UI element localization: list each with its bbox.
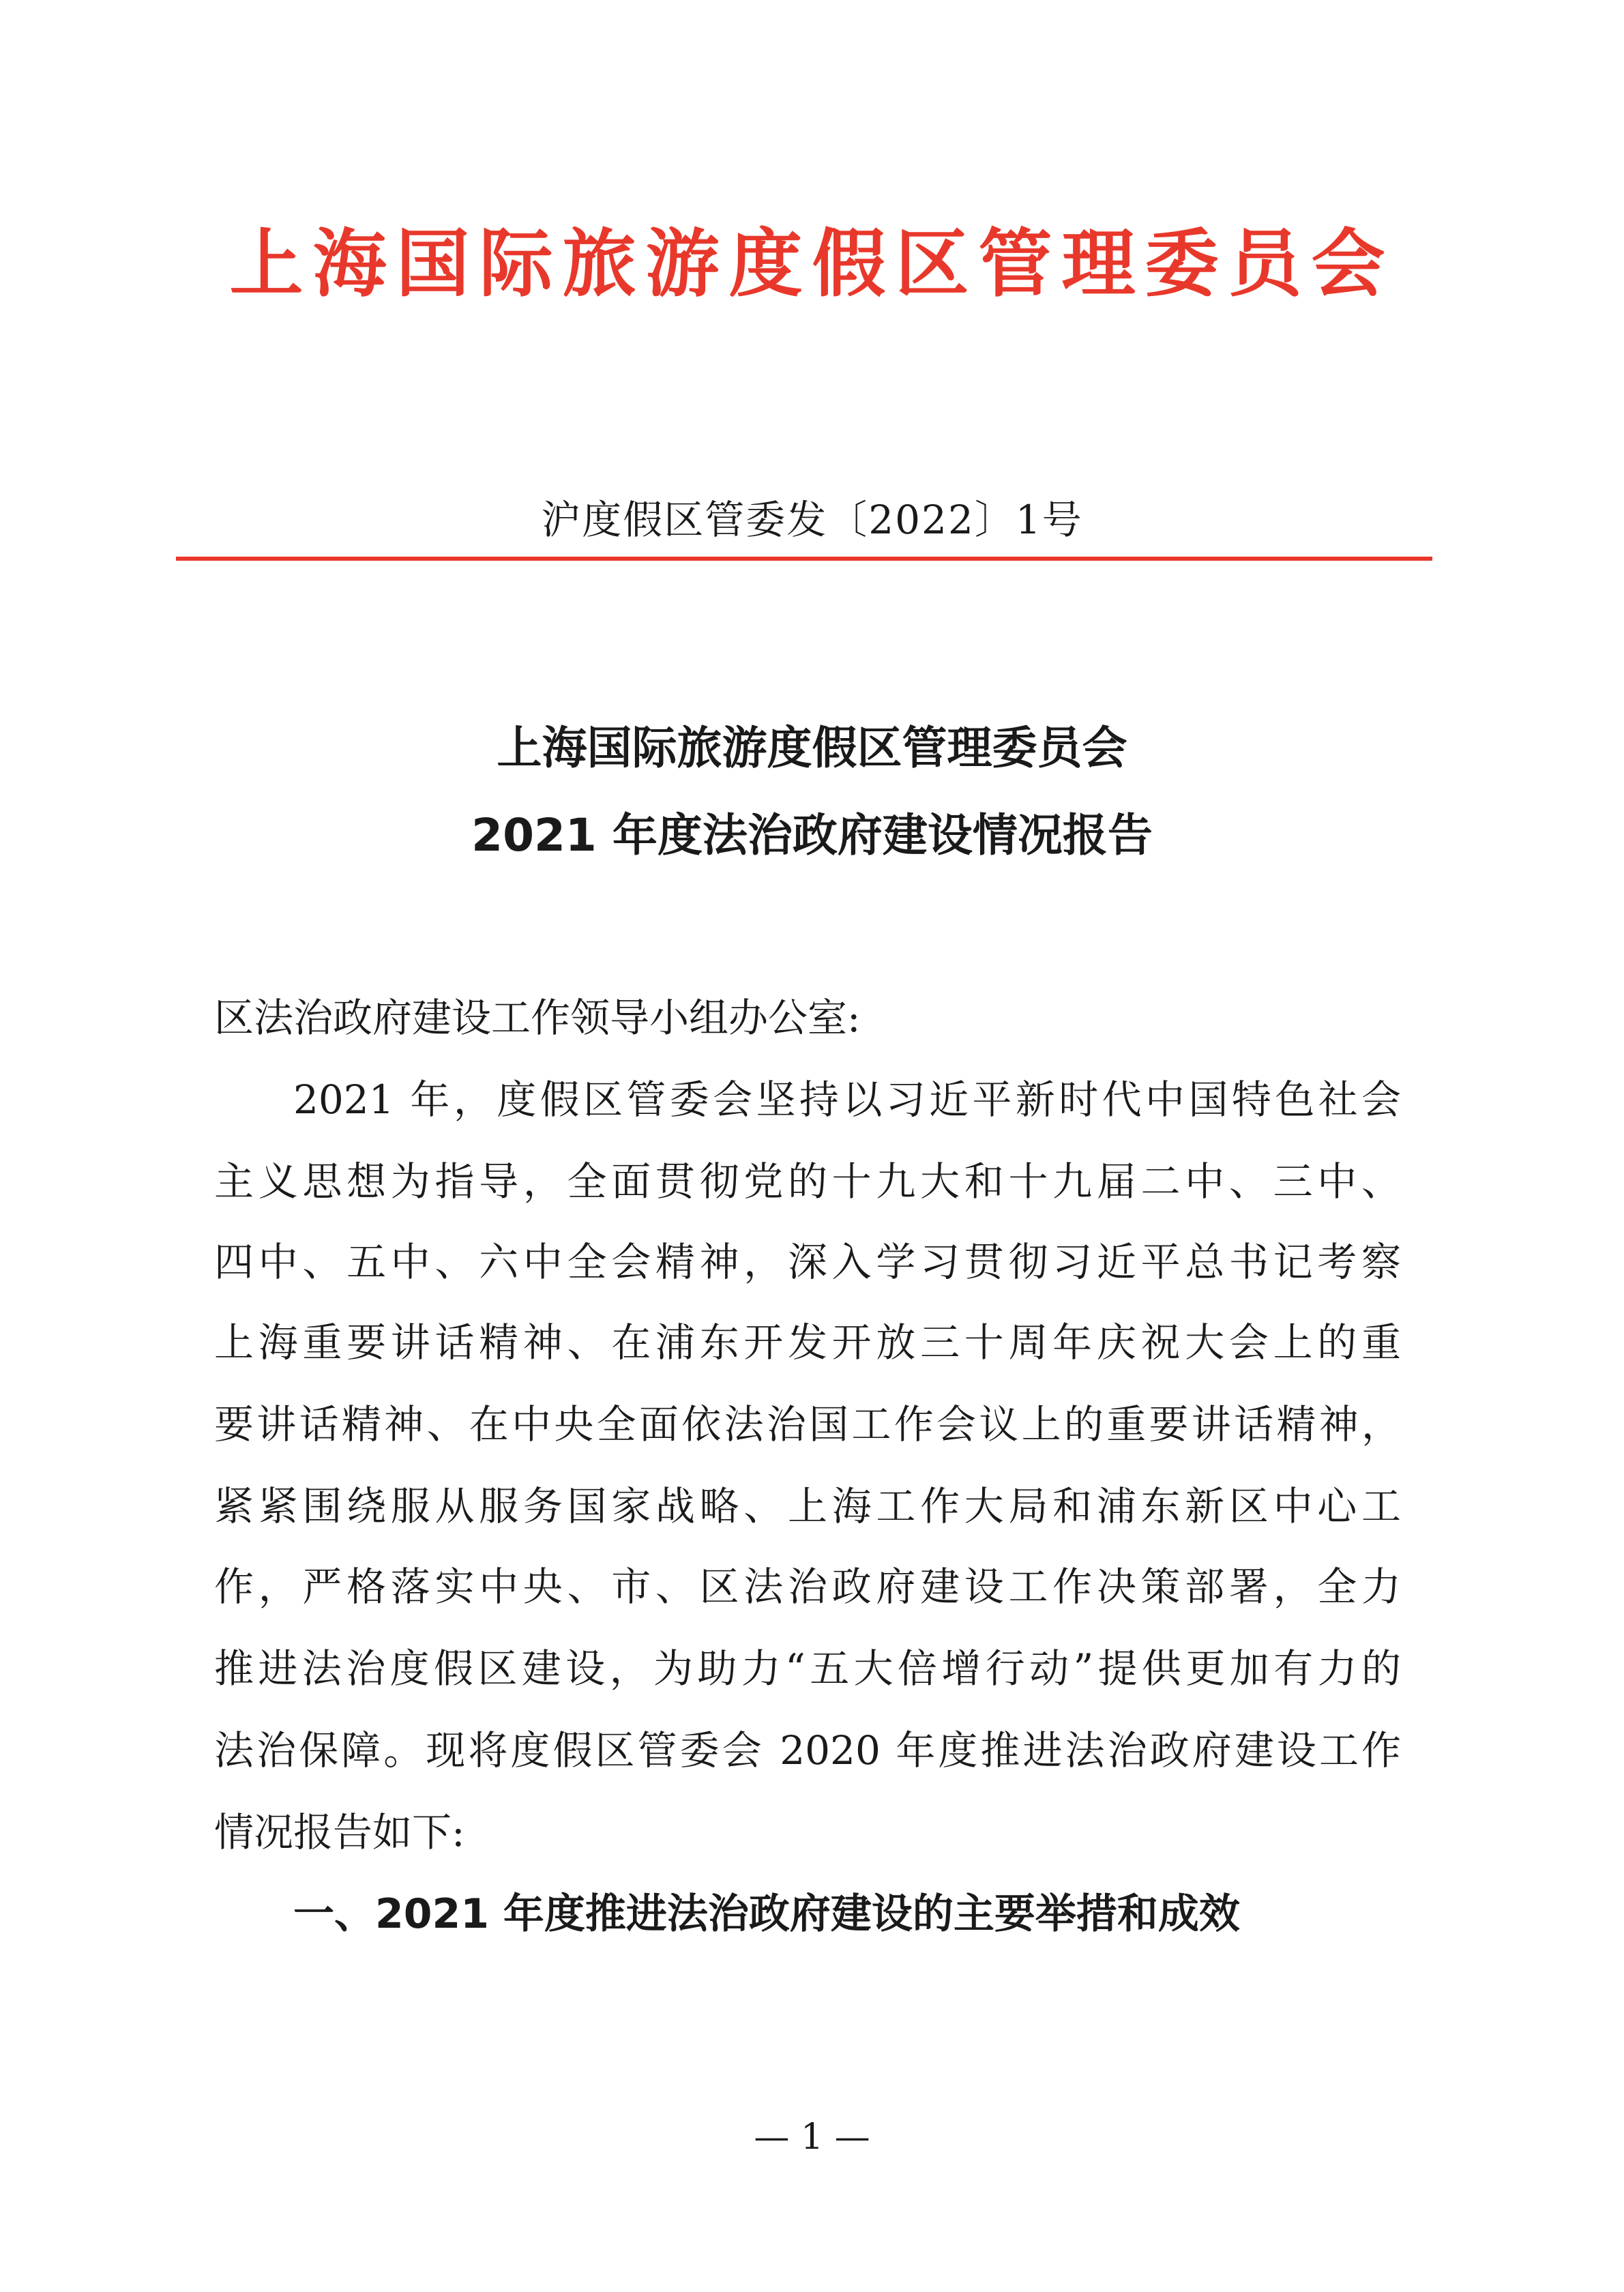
body-line: 上海重要讲话精神、在浦东开发开放三十周年庆祝大会上的重	[214, 1319, 1401, 1366]
body-line: 紧紧围绕服从服务国家战略、上海工作大局和浦东新区中心工	[214, 1483, 1401, 1529]
body-line: 作，严格落实中央、市、区法治政府建设工作决策部署，全力	[214, 1563, 1401, 1610]
body-line: 法治保障。现将度假区管委会 2020 年度推进法治政府建设工作	[214, 1727, 1401, 1774]
body-line: 要讲话精神、在中央全面依法治国工作会议上的重要讲话精神，	[214, 1401, 1401, 1448]
body-line: 推进法治度假区建设，为助力“五大倍增行动”提供更加有力的	[214, 1645, 1401, 1692]
body-line: 2021 年，度假区管委会坚持以习近平新时代中国特色社会	[293, 1076, 1401, 1123]
issuing-organization-header: 上海国际旅游度假区管理委员会	[229, 222, 1395, 307]
body-line: 情况报告如下:	[214, 1809, 465, 1855]
page-number: — 1 —	[754, 2117, 870, 2158]
body-line: 主义思想为指导，全面贯彻党的十九大和十九届二中、三中、	[214, 1158, 1401, 1205]
document-number: 沪度假区管委发〔2022〕1号	[541, 497, 1083, 543]
document-title-line-1: 上海国际旅游度假区管理委员会	[497, 722, 1127, 774]
red-divider-line	[176, 557, 1432, 561]
document-title-line-2: 2021 年度法治政府建设情况报告	[471, 809, 1153, 862]
body-line: 四中、五中、六中全会精神，深入学习贯彻习近平总书记考察	[214, 1239, 1401, 1285]
section-heading: 一、2021 年度推进法治政府建设的主要举措和成效	[293, 1890, 1240, 1938]
salutation: 区法治政府建设工作领导小组办公室:	[214, 995, 861, 1041]
